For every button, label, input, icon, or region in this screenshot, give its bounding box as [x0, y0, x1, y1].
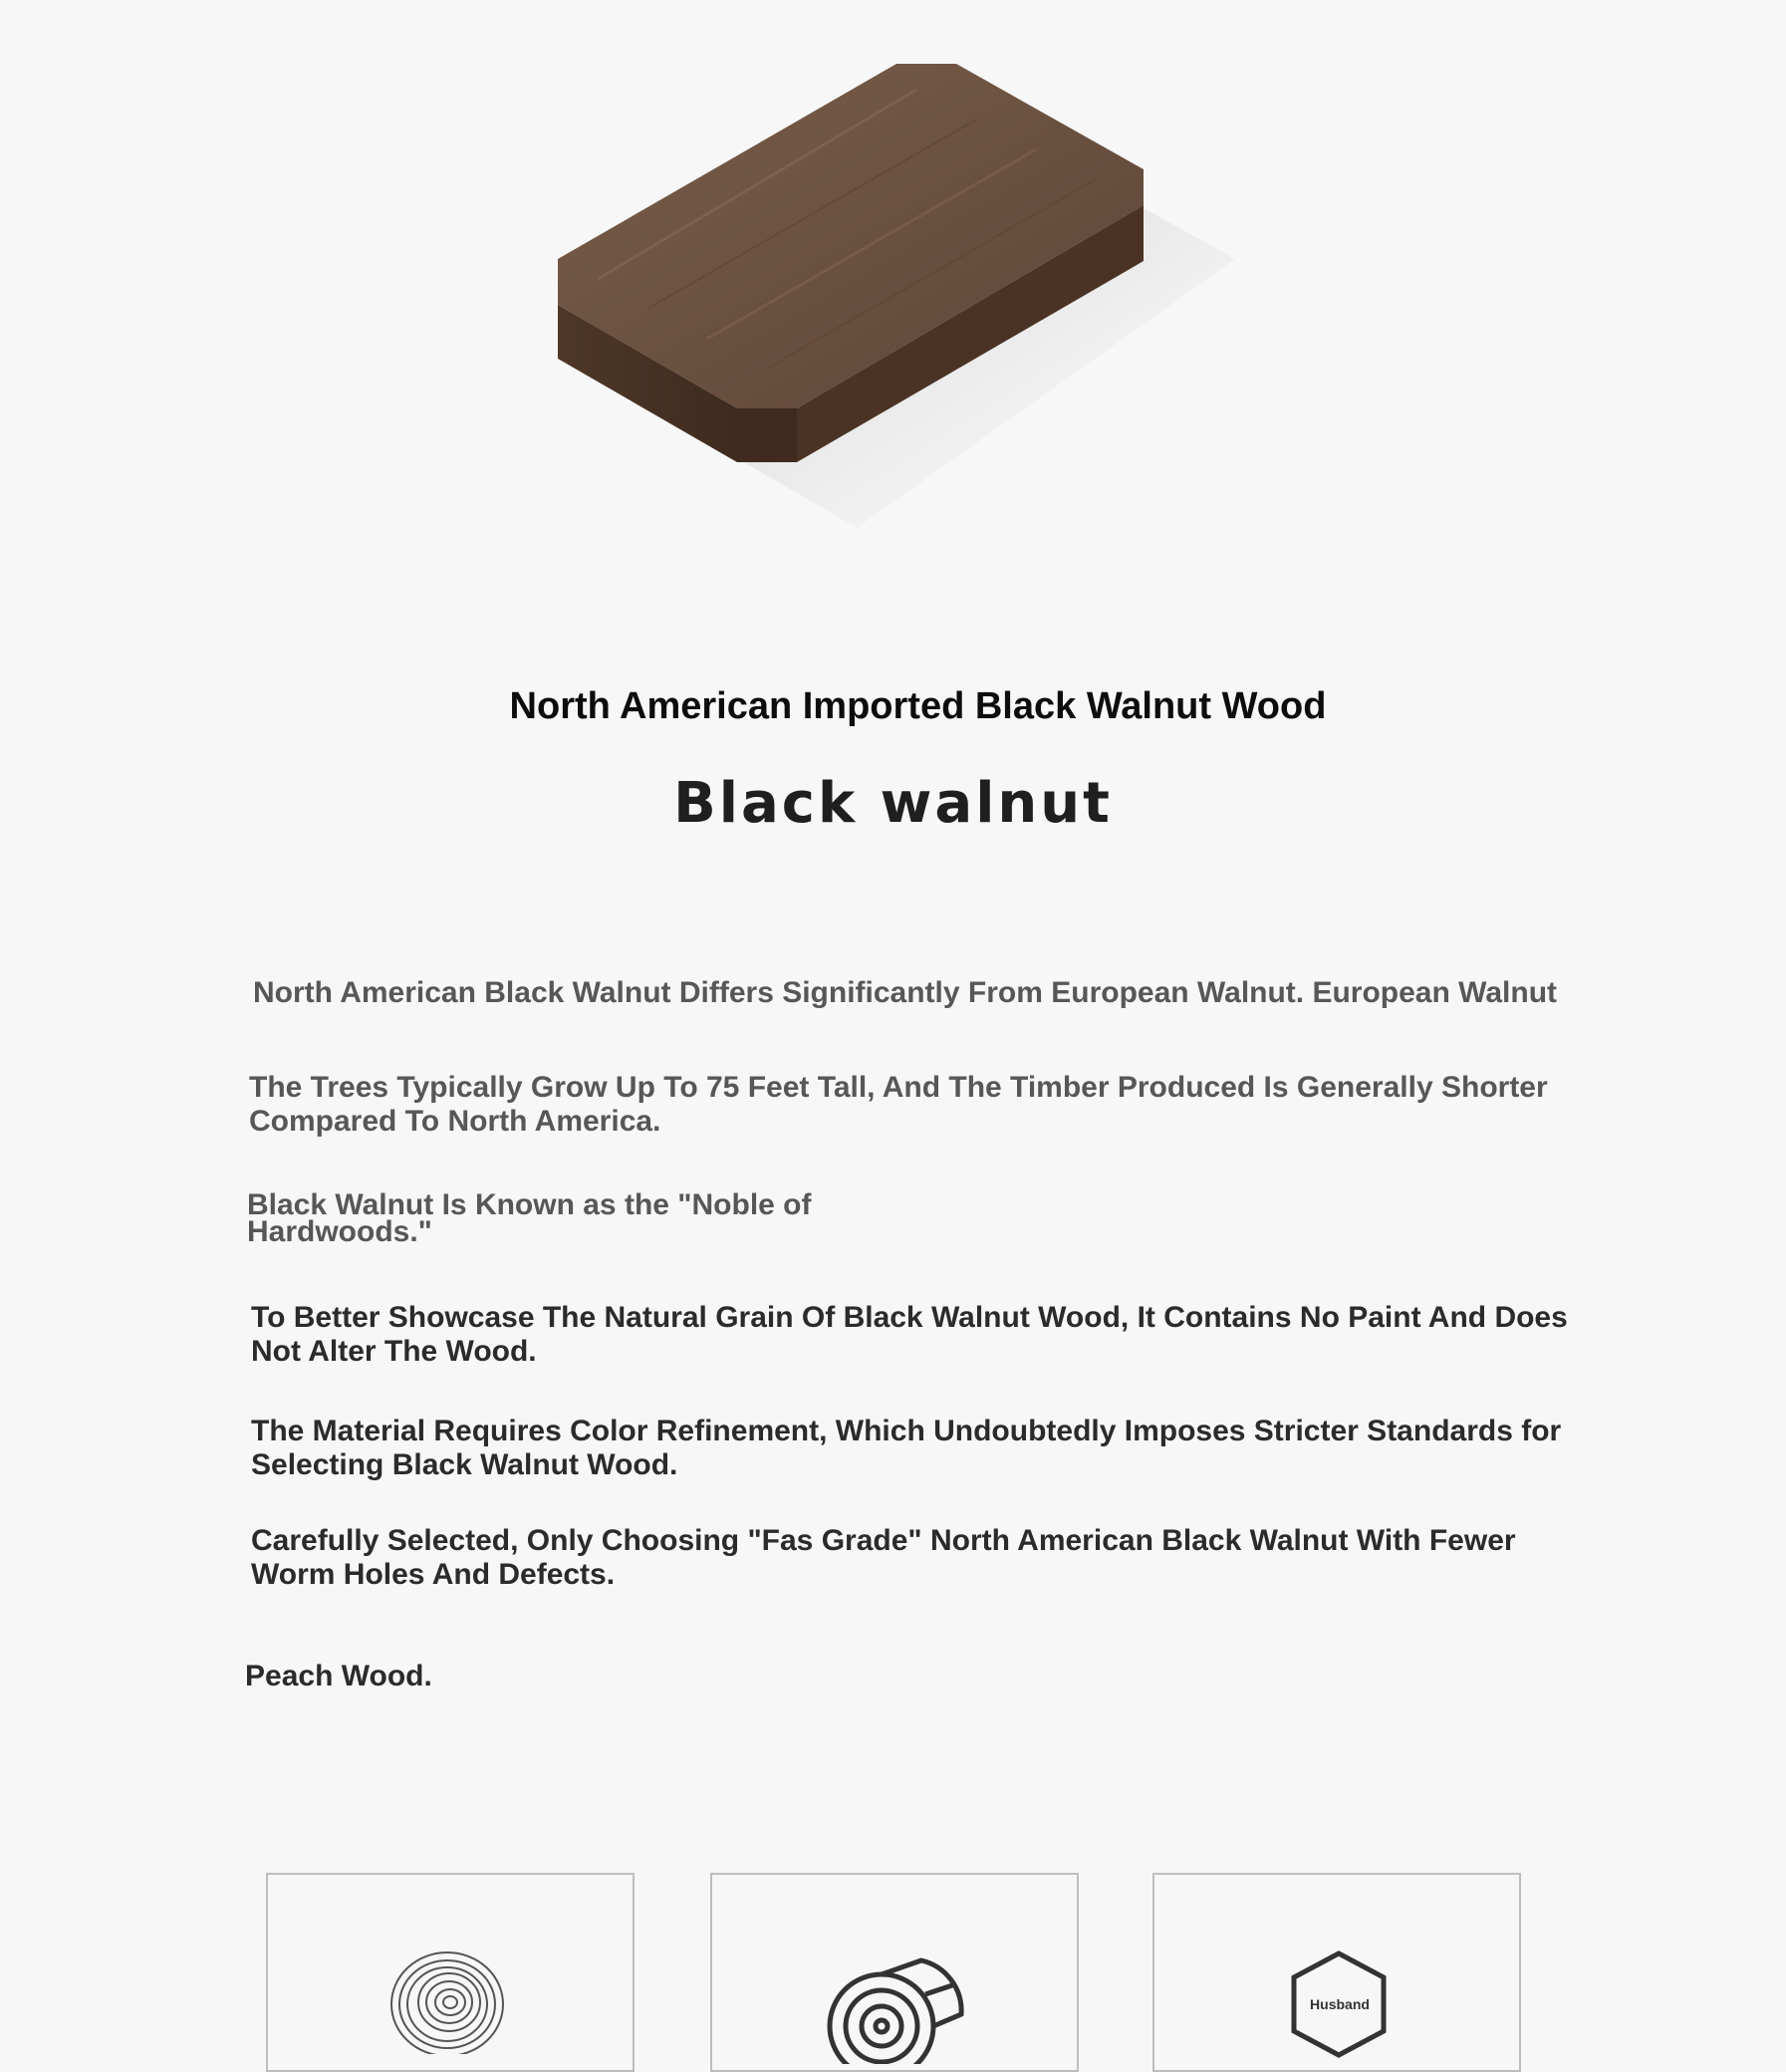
page-subtitle: Black walnut — [673, 771, 1113, 836]
page-title: North American Imported Black Walnut Wood — [509, 685, 1327, 727]
walnut-board-icon — [538, 50, 1255, 548]
feature-card-log — [710, 1873, 1079, 2072]
badge-label: Husband — [1310, 1996, 1370, 2012]
paragraph-color-refinement: The Material Requires Color Refinement, Which Undoubtedly Imposes Stricter Standards for Selecting Black Walnut Wood. — [251, 1415, 1562, 1481]
paragraph-no-paint: To Better Showcase The Natural Grain Of Black Walnut Wood, It Contains No Paint And Does Not Alter The Wood. — [251, 1301, 1568, 1368]
paragraph-fas-grade: Carefully Selected, Only Choosing "Fas Grade" North American Black Walnut With Fewer Worm Holes And Defects. — [251, 1524, 1516, 1591]
paragraph-peach-wood: Peach Wood. — [245, 1660, 432, 1692]
paragraph-tree-height: The Trees Typically Grow Up To 75 Feet Tall, And The Timber Produced Is Generally Shorter Compared To North America. — [249, 1071, 1548, 1138]
product-image — [538, 50, 1255, 548]
log-icon — [822, 1954, 971, 2064]
feature-card-rings — [266, 1873, 635, 2072]
paragraph-origin: North American Black Walnut Differs Significantly From European Walnut. European Walnut — [253, 976, 1558, 1009]
paragraph-noble: Black Walnut Is Known as the "Noble of Hardwoods." — [247, 1188, 812, 1248]
feature-card-badge — [1152, 1873, 1521, 2072]
tree-rings-icon — [387, 1944, 517, 2054]
